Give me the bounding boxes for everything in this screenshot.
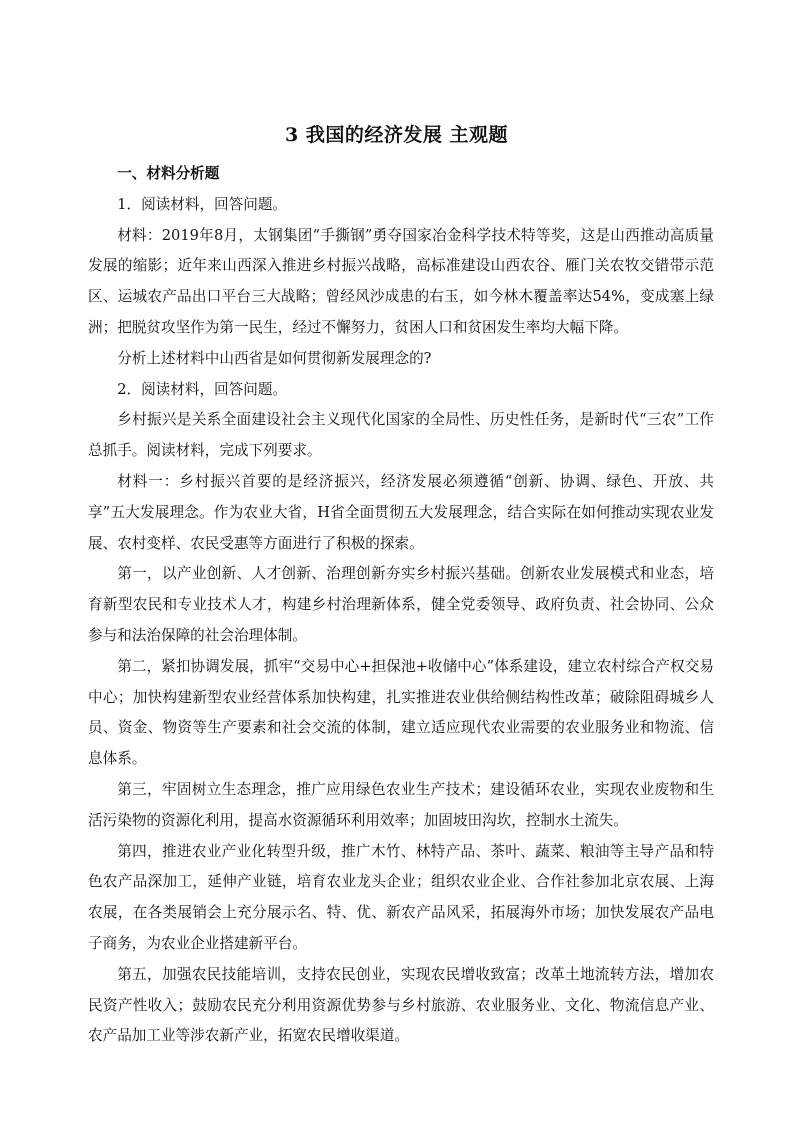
- question-2-intro: 2．阅读材料，回答问题。: [117, 380, 288, 398]
- document-title: 3 我国的经济发展 主观题: [285, 124, 508, 146]
- question-1-prompt: 分析上述材料中山西省是如何贯彻新发展理念的?: [117, 349, 432, 367]
- question-1-material: 材料：2019年8月，太钢集团“手撕钢”勇夺国家冶金科学技术特等奖，这是山西推动高质量发展的缩影；近年来山西深入推进乡村振兴战略，高标准建设山西农谷、雁门关农牧交错带示范区、运城农产品出口平台三大战略；曾经风沙成患的右玉，如今林木覆盖率达54%，变成塞上绿洲；把脱贫攻坚作为第一民生，经过不懈努力，贫困人口和贫困发生率均大幅下降。: [88, 226, 714, 336]
- question-1-intro: 1．阅读材料，回答问题。: [117, 195, 288, 213]
- section-heading: 一、材料分析题: [117, 165, 220, 182]
- question-2-lead: 乡村振兴是关系全面建设社会主义现代化国家的全局性、历史性任务，是新时代“三农”工作总抓手。阅读材料，完成下列要求。: [88, 411, 714, 460]
- question-2-point-2: 第二，紧扣协调发展，抓牢“交易中心+担保池+收储中心”体系建设，建立农村综合产权交易中心；加快构建新型农业经营体系加快构建，扎实推进农业供给侧结构性改革；破除阻碍城乡人员、资金、物资等生产要素和社会交流的体制，建立适应现代农业需要的农业服务业和物流、信息体系。: [88, 657, 714, 768]
- question-2-point-1: 第一，以产业创新、人才创新、治理创新夯实乡村振兴基础。创新农业发展模式和业态，培育新型农民和专业技术人才，构建乡村治理新体系，健全党委领导、政府负责、社会协同、公众参与和法治保障的社会治理体制。: [88, 565, 714, 644]
- document-body: [88, 159, 714, 1052]
- question-2-material-one: 材料一：乡村振兴首要的是经济振兴，经济发展必须遵循“创新、协调、绿色、开放、共享”五大发展理念。作为农业大省，H省全面贯彻五大发展理念，结合实际在如何推动实现农业发展、农村变样、农民受惠等方面进行了积极的探索。: [88, 472, 714, 552]
- question-2-point-3: 第三，牢固树立生态理念，推广应用绿色农业生产技术；建设循环农业，实现农业废物和生活污染物的资源化利用，提高水资源循环利用效率；加固坡田沟坎，控制水土流失。: [88, 780, 714, 829]
- question-2-point-5: 第五，加强农民技能培训，支持农民创业，实现农民增收致富；改革土地流转方法，增加农民资产性收入；鼓励农民充分利用资源优势参与乡村旅游、农业服务业、文化、物流信息产业、农产品加工业等涉农新产业，拓宽农民增收渠道。: [88, 965, 714, 1045]
- question-2-point-4: 第四，推进农业产业化转型升级，推广木竹、林特产品、茶叶、蔬菜、粮油等主导产品和特色农产品深加工，延伸产业链，培育农业龙头企业；组织农业企业、合作社参加北京农展、上海农展，在各类展销会上充分展示名、特、优、新农产品风采，拓展海外市场；加快发展农产品电子商务，为农业企业搭建新平台。: [88, 842, 714, 952]
